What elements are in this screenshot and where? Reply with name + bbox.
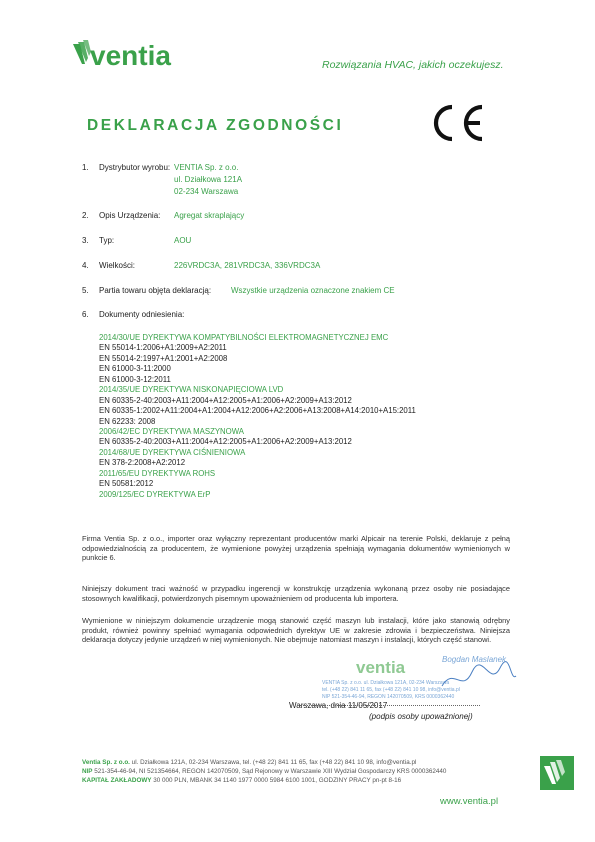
stamp-logo: ventia <box>356 658 406 677</box>
standard-line: EN 60335-2-40:2003+A11:2004+A12:2005+A1:2006+A2:2009+A13:2012 <box>99 437 352 446</box>
corner-logo-icon <box>540 756 574 795</box>
footer-line: KAPITAŁ ZAKŁADOWY 30 000 PLN, MBANK 34 1140 1977 0000 5984 6100 1001, GODZINY PRACY pn-pt 8-16 <box>82 777 402 784</box>
stamp-line: tel. (+48 22) 841 11 65, fax (+48 22) 841 10 98, info@ventia.pl <box>322 687 460 693</box>
importer-statement: Firma Ventia Sp. z o.o., importer oraz wyłączny reprezentant producentów marki Alpicair na terenie Polski, deklaruje z pełną odpowiedzialnością za producentem, że wymienione powyżej urządzenia spełniają wymagania dokumentów wymienionych w punkcie 6. <box>82 534 510 563</box>
stamp-line: VENTIA Sp. z o.o. ul. Działkowa 121A, 02-234 Warszawa <box>322 680 450 686</box>
standard-line: EN 62233: 2008 <box>99 417 156 426</box>
handwritten-signature-icon <box>438 658 518 698</box>
ce-mark-icon <box>430 103 490 148</box>
item-number: 5. <box>82 286 89 295</box>
item-value: AOU <box>174 236 192 245</box>
tagline: Rozwiązania HVAC, jakich oczekujesz. <box>322 59 504 71</box>
item-label: Typ: <box>99 236 115 245</box>
item-label: Opis Urządzenia: <box>99 211 161 220</box>
signature-line <box>300 705 480 706</box>
signature-name: Bogdan Maslanek <box>442 655 507 664</box>
item-number: 2. <box>82 211 89 220</box>
validity-statement: Niniejszy dokument traci ważność w przypadku ingerencji w konstrukcję urządzenia wykonaną przez osoby nie posiadające stosownych kwalifikacji, potwierdzonych pisemnym upoważnieniem od producenta lub importera. <box>82 584 510 603</box>
directive-line: 2009/125/EC DYREKTYWA ErP <box>99 490 211 499</box>
item-value: Wszystkie urządzenia oznaczone znakiem CE <box>231 286 395 295</box>
directive-line: 2011/65/EU DYREKTYWA ROHS <box>99 469 216 478</box>
item-label: Dystrybutor wyrobu: <box>99 163 171 172</box>
item-number: 3. <box>82 236 89 245</box>
standard-line: EN 60335-2-40:2003+A11:2004+A12:2005+A1:2006+A2:2009+A13:2012 <box>99 396 352 405</box>
item-value: 02-234 Warszawa <box>174 187 239 196</box>
standard-line: EN 60335-1:2002+A11:2004+A1:2004+A12:2006+A2:2006+A13:2008+A14:2010+A15:2011 <box>99 406 416 415</box>
directive-line: 2014/35/UE DYREKTYWA NISKONAPIĘCIOWA LVD <box>99 385 284 394</box>
standard-line: EN 55014-1:2006+A1:2009+A2:2011 <box>99 343 227 352</box>
ventia-logo <box>73 38 183 77</box>
directive-line: 2014/68/UE DYREKTYWA CIŚNIENIOWA <box>99 448 246 457</box>
logo-text: ventia <box>90 40 171 71</box>
footer-line: NIP 521-354-46-94, NI 521354664, REGON 142070509, Sąd Rejonowy w Warszawie XIII Wydział Gospodarczy KRS 0000362440 <box>82 768 447 775</box>
signature-caption: (podpis osoby upoważnionej) <box>369 712 473 721</box>
item-number: 4. <box>82 261 89 270</box>
item-label: Partia towaru objęta deklaracją: <box>99 286 212 295</box>
footer-line: Ventia Sp. z o.o. ul. Działkowa 121A, 02-234 Warszawa, tel. (+48 22) 841 11 65, fax (+48 22) 841 10 98, info@ventia.pl <box>82 759 417 766</box>
place-date: Warszawa, dnia 11/05/2017 <box>289 701 388 710</box>
item-value: ul. Działkowa 121A <box>174 175 243 184</box>
item-number: 1. <box>82 163 89 172</box>
standard-line: EN 378-2:2008+A2:2012 <box>99 458 186 467</box>
item-label: Wielkości: <box>99 261 136 270</box>
item-label: Dokumenty odniesienia: <box>99 310 185 319</box>
website-link[interactable]: www.ventia.pl <box>440 796 499 807</box>
standard-line: EN 61000-3-11:2000 <box>99 364 171 373</box>
standard-line: EN 55014-2:1997+A1:2001+A2:2008 <box>99 354 228 363</box>
item-value: Agregat skraplający <box>174 211 245 220</box>
page-title: DEKLARACJA ZGODNOŚCI <box>87 117 344 134</box>
item-value: VENTIA Sp. z o.o. <box>174 163 239 172</box>
directive-line: 2014/30/UE DYREKTYWA KOMPATYBILNOŚCI ELEKTROMAGNETYCZNEJ EMC <box>99 333 389 342</box>
item-value: 226VRDC3A, 281VRDC3A, 336VRDC3A <box>174 261 321 270</box>
standard-line: EN 61000-3-12:2011 <box>99 375 171 384</box>
item-number: 6. <box>82 310 89 319</box>
directive-line: 2006/42/EC DYREKTYWA MASZYNOWA <box>99 427 245 436</box>
stamp-line: NIP 521-354-46-94, REGON 142070509, KRS 0000362440 <box>322 694 455 700</box>
scope-statement: Wymienione w niniejszym dokumencie urządzenie mogą stanowić część maszyn lub instalacji, które jako stanowią odrębny produkt, również powinny spełniać wymagania odpowiednich dyrektyw UE w zakresie zdrowia i bezpieczeństwa. Niniejsza deklaracja dotyczy jedynie urządzeń w niej wymienionych. Nie obejmuje natomiast maszyn i instalacji, których część stanowi. <box>82 616 510 645</box>
standard-line: EN 50581:2012 <box>99 479 154 488</box>
